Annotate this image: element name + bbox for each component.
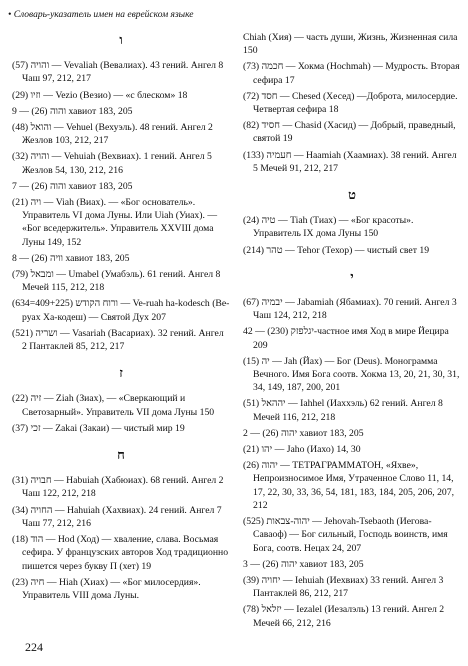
index-entry: יהוה-צבאות (525) — Jehovah-Tsebaoth (Иегова-Саваоф) — Бог сильный, Господь воинств, имя Бога, соотв. Нецах 24, 207 xyxy=(243,516,448,554)
index-entry: ורוח הקודש (409+225=634) — Ve-ruah ha-kodesch (Ве-руах Ха-кодеш) — Святой Дух 207 xyxy=(12,298,230,323)
index-entry: חכמה (73) — Хокма (Hochmah) — Мудрость. Вторая сефира 17 xyxy=(243,61,460,86)
index-entry: יהוה (26) — 3 хавиот 183, 205 xyxy=(243,558,364,570)
index-entry: זכי (37) — Zakai (Закаи) — чистый мир 19 xyxy=(12,422,185,434)
index-entry: יה (15) — Jah (Йах) — Бог (Deus). Монограмма Вечного. Имя Бога соотв. Хокма 13, 20, 21, 30, 31, 34, 149, 187, 200, 201 xyxy=(243,355,460,394)
index-entry: זיה (22) — Ziah (Зиах), — «Сверкающий и Светозарный». Управитель VII дома Луны 150 xyxy=(12,393,215,418)
index-entry: יחויה (39) — Iehuiah (Иехвиах) 33 гений. Ангел 3 Пантаклей 86, 212, 217 xyxy=(243,574,444,600)
section-letter: ו xyxy=(119,33,123,48)
index-entry: יהוה (26) — 2 хавиот 183, 205 xyxy=(243,427,364,439)
index-entry: חעמיה (133) — Haamiah (Хаамиах). 38 гений. Ангел 5 Мечей 91, 212, 217 xyxy=(243,149,457,174)
index-entry: יהו (21) — Jaho (Иахо) 14, 30 xyxy=(243,444,361,456)
index-entry: וויה (26) — 8 хавиот 183, 205 xyxy=(12,252,130,264)
section-letter: ח xyxy=(117,448,125,464)
index-entry: והוה (26) — 9 хавиот 183, 205 xyxy=(12,105,133,117)
section-letter: ט xyxy=(348,188,356,204)
index-entry: יגלפזק (230) — 42-частное имя Ход в мире Йецира 209 xyxy=(243,326,449,351)
index-entry: חסד (72) — Chesed (Хесед) —Доброта, милосердие. Четвертая сефира 18 xyxy=(243,90,458,116)
index-entry: ויה (21) — Viah (Виах). — «Бог основатель». Управитель VI дома Луны. Или Uiah (Уиах). — «Бог вседержитель». Управитель XXVIII дома Луны 149, 152 xyxy=(12,197,218,248)
index-entry: יהוה (26) — ТЕТРАГРАММАТОН, «Яхве», Непроизносимое Имя, Утраченное Слово 11, 14, 17, 22, 30, 33, 36, 54, 181, 183, 184, 205, 206, 207, 212 xyxy=(243,460,455,511)
index-entry: החויה (34) — Hahuiah (Хахвиах). 24 гений. Ангел 7 Чаш 77, 212, 216 xyxy=(12,504,222,529)
index-entry: וזיו (29) — Vezio (Везио) — «с блеском» 18 xyxy=(12,89,188,101)
index-entry: ומבאל (79) — Umabel (Умабэль). 61 гений. Ангел 8 Мечей 115, 212, 218 xyxy=(12,269,221,294)
index-entry: ושריה (521) — Vasariah (Васариах). 32 гений. Ангел 2 Пантаклей 85, 212, 217 xyxy=(12,327,224,353)
index-entry: Chiah (Хия) — часть души, Жизнь, Жизненная сила 150 xyxy=(243,32,458,57)
index-entry: והויה (32) — Vehuiah (Вехвиах). 1 гений. Ангел 5 Жезлов 54, 130, 212, 216 xyxy=(12,151,212,176)
running-header: • Словарь-указатель имен на еврейском языке xyxy=(8,10,194,20)
page-number: 224 xyxy=(25,640,43,654)
index-entry: והואל (48) — Vehuel (Вехуэль). 48 гений. Ангел 2 Жезлов 103, 212, 217 xyxy=(12,122,213,147)
index-entry: הוד (18) — Hod (Ход) — хваление, слава. Восьмая сефира. У французских авторов Ход традиционно пишется через букву П (хет) 19 xyxy=(12,534,229,572)
index-entry: והויה (57) — Vevaliah (Вевалиах). 43 гений. Ангел 8 Чаш 97, 212, 217 xyxy=(12,60,224,85)
section-letter: ז xyxy=(119,366,123,382)
right-column xyxy=(243,31,461,633)
index-entry: טיה (24) — Tiah (Тиах) — «Бог красоты». Управитель IX дома Луны 150 xyxy=(243,215,414,240)
index-entry: והוה (26) — 7 хавиот 183, 205 xyxy=(12,180,133,192)
index-entry: יזלאל (78) — Iezalel (Иезалэль) 13 гений. Ангел 2 Мечей 66, 212, 216 xyxy=(243,604,445,629)
index-entry: חבויה (31) — Habuiah (Хабюиах). 68 гений. Ангел 2 Чаш 122, 212, 218 xyxy=(12,475,224,500)
index-entry: יההאל (51) — Iahhel (Иаххэль) 62 гений. Ангел 8 Мечей 116, 212, 218 xyxy=(243,398,443,423)
section-letter: י xyxy=(350,269,354,285)
index-entry: יבמיה (67) — Jabamiah (Ябамиах). 70 гений. Ангел 3 Чаш 124, 212, 218 xyxy=(243,297,457,322)
index-entry: חיה (23) — Hiah (Хиах) — «Бог милосердия». Управитель VIII дома Луны. xyxy=(12,576,201,601)
index-entry: חסיד (82) — Chasid (Хасид) — Добрый, праведный, святой 19 xyxy=(243,120,456,145)
index-entry: טהר (214) — Tehor (Техор) — чистый свет 19 xyxy=(243,244,430,256)
left-column xyxy=(12,34,230,605)
